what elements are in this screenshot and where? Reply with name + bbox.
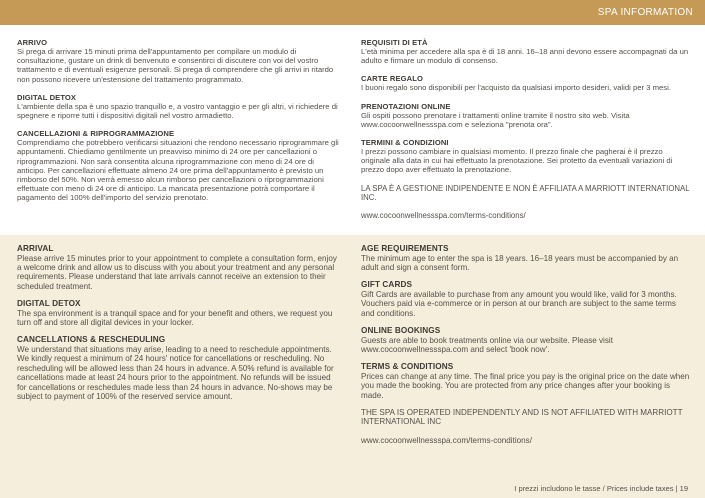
section-body: Comprendiamo che potrebbero verificarsi situazioni che rendono necessario riprogrammare gli appuntamenti. Chiediamo gentilmente un preavviso minimo di 24 ore per cancellazioni o riprogrammazioni. Non sarà consentita alcuna riprogrammazione con meno di 24 ore di anticipo. Per cancellazioni effettuate almeno 24 ore prima dell'appuntamento è previsto un rimborso del 50%. Non verrà emesso alcun rimborso per cancellazioni o riprogrammazioni effettuate con meno di 24 ore di anticipo. La mancata presentazione potrà comportare il pagamento del 100% dell'importo del servizio prenotato. — [17, 138, 339, 203]
section-heading: CANCELLATIONS & RESCHEDULING — [17, 335, 166, 345]
section-prenotazioni-online — [361, 102, 691, 129]
italian-left-column — [17, 38, 339, 212]
section-body: I buoni regalo sono disponibili per l'acquisto da qualsiasi importo desideri, validi per 3 mesi. — [361, 83, 671, 93]
section-digital-detox-it — [17, 93, 339, 120]
section-arrivo — [17, 38, 339, 84]
section-body: L'età minima per accedere alla spa è di 18 anni. 16–18 anni devono essere accompagnati da un adulto e firmare un modulo di consenso. — [361, 47, 689, 66]
section-body: Gift Cards are available to purchase from any amount you would like, valid for 3 months. Vouchers paid via e-commerce or in person at our branch are subject to the same terms and conditions. — [361, 289, 677, 318]
affiliation-note-en: THE SPA IS OPERATED INDEPENDENTLY AND IS NOT AFFILIATED WITH MARRIOTT INTERNATIONAL INC — [361, 408, 683, 427]
section-carte-regalo — [361, 74, 691, 92]
italian-right-column — [361, 38, 691, 220]
section-body: Please arrive 15 minutes prior to your appointment to complete a consultation form, enjoy a welcome drink and allow us to discuss with you about your treatment and any personal requirements. Please understand that late arrivals cannot receive an extension to their scheduled treatment. — [17, 253, 337, 291]
section-digital-detox-en — [17, 299, 339, 327]
section-heading: ARRIVAL — [17, 244, 54, 253]
terms-link-it[interactable]: www.cocoonwellnessspa.com/terms-conditions/ — [361, 211, 526, 221]
section-body: We understand that situations may arise, leading to a need to reschedule appointments. We kindly request a minimum of 24 hours' notice for cancellations or rescheduling. No rescheduling will be allowed less than 24 hours in advance. A 50% refund is available for cancellations made at least 24 hours prior to the appointment. No refunds will be issued for cancellations or reschedules made less than 24 hours in advance. No-shows may be subject to payment of 100% of the reserved service amount. — [17, 344, 334, 401]
section-arrival — [17, 244, 339, 291]
section-requisiti-eta — [361, 38, 691, 65]
section-gift-cards — [361, 280, 691, 318]
section-body: I prezzi possono cambiare in qualsiasi momento. Il prezzo finale che pagherai è il prezzo originale alla data in cui hai effettuato la prenotazione. Sei protetto da eventuali variazioni di prezzo dopo aver effettuato la prenotazione. — [361, 147, 673, 175]
section-age-requirements — [361, 244, 691, 272]
section-heading: CARTE REGALO — [361, 74, 423, 84]
section-heading: AGE REQUIREMENTS — [361, 244, 449, 253]
section-body: Guests are able to book treatments online via our website. Please visit www.cocoonwellnessspa.com and select 'book now'. — [361, 335, 613, 354]
page-title: SPA INFORMATION — [597, 7, 693, 18]
section-heading: ONLINE BOOKINGS — [361, 326, 441, 336]
section-heading: ARRIVO — [17, 38, 48, 47]
section-body: Prices can change at any time. The final price you pay is the original price on the date when you made the booking. You are protected from any price changes after your booking is made. — [361, 371, 690, 400]
section-cancellations — [17, 335, 339, 401]
section-heading: TERMINI & CONDIZIONI — [361, 138, 449, 148]
english-left-column — [17, 244, 339, 409]
section-termini-condizioni — [361, 138, 691, 175]
header-bar — [0, 0, 705, 25]
section-body: The spa environment is a tranquil space and for your benefit and others, we request you turn off and store all digital devices in your locker. — [17, 308, 333, 328]
section-heading: GIFT CARDS — [361, 280, 413, 290]
section-body: Si prega di arrivare 15 minuti prima dell'appuntamento per compilare un modulo di consultazione, gustare un drink di benvenuto e consentirci di discutere con voi del vostro trattamento e di eventuali esigenze personali. Si prega di comprendere che gli arrivi in ritardo non possono ricevere un'estensione del trattamento programmato. — [17, 47, 334, 84]
english-right-column — [361, 244, 691, 445]
section-heading: REQUISITI DI ETÀ — [361, 38, 428, 47]
section-body: Gli ospiti possono prenotare i trattamenti online tramite il nostro sito web. Visita www.cocoonwellnessspa.com e seleziona "prenota ora". — [361, 110, 630, 129]
section-online-bookings — [361, 326, 691, 354]
section-heading: CANCELLAZIONI & RIPROGRAMMAZIONE — [17, 129, 175, 139]
section-body: The minimum age to enter the spa is 18 years. 16–18 years must be accompanied by an adult and sign a consent form. — [361, 253, 679, 272]
section-cancellazioni — [17, 129, 339, 202]
section-heading: DIGITAL DETOX — [17, 92, 77, 102]
affiliation-note-it: LA SPA È A GESTIONE INDIPENDENTE E NON È AFFILIATA A MARRIOTT INTERNATIONAL INC. — [361, 183, 690, 202]
section-body: L'ambiente della spa è uno spazio tranquillo e, a vostro vantaggio e per gli altri, vi richiedere di spegnere e riporre tutti i dispositivi digitali nel vostro armadietto. — [17, 101, 338, 121]
footer-taxes-page-number: I prezzi includono le tasse / Prices include taxes | 19 — [514, 484, 688, 493]
section-heading: DIGITAL DETOX — [17, 299, 81, 309]
section-terms-conditions — [361, 362, 691, 400]
section-heading: TERMS & CONDITIONS — [361, 362, 454, 372]
terms-link-en[interactable]: www.cocoonwellnessspa.com/terms-conditions/ — [361, 435, 532, 445]
section-heading: PRENOTAZIONI ONLINE — [361, 101, 451, 111]
